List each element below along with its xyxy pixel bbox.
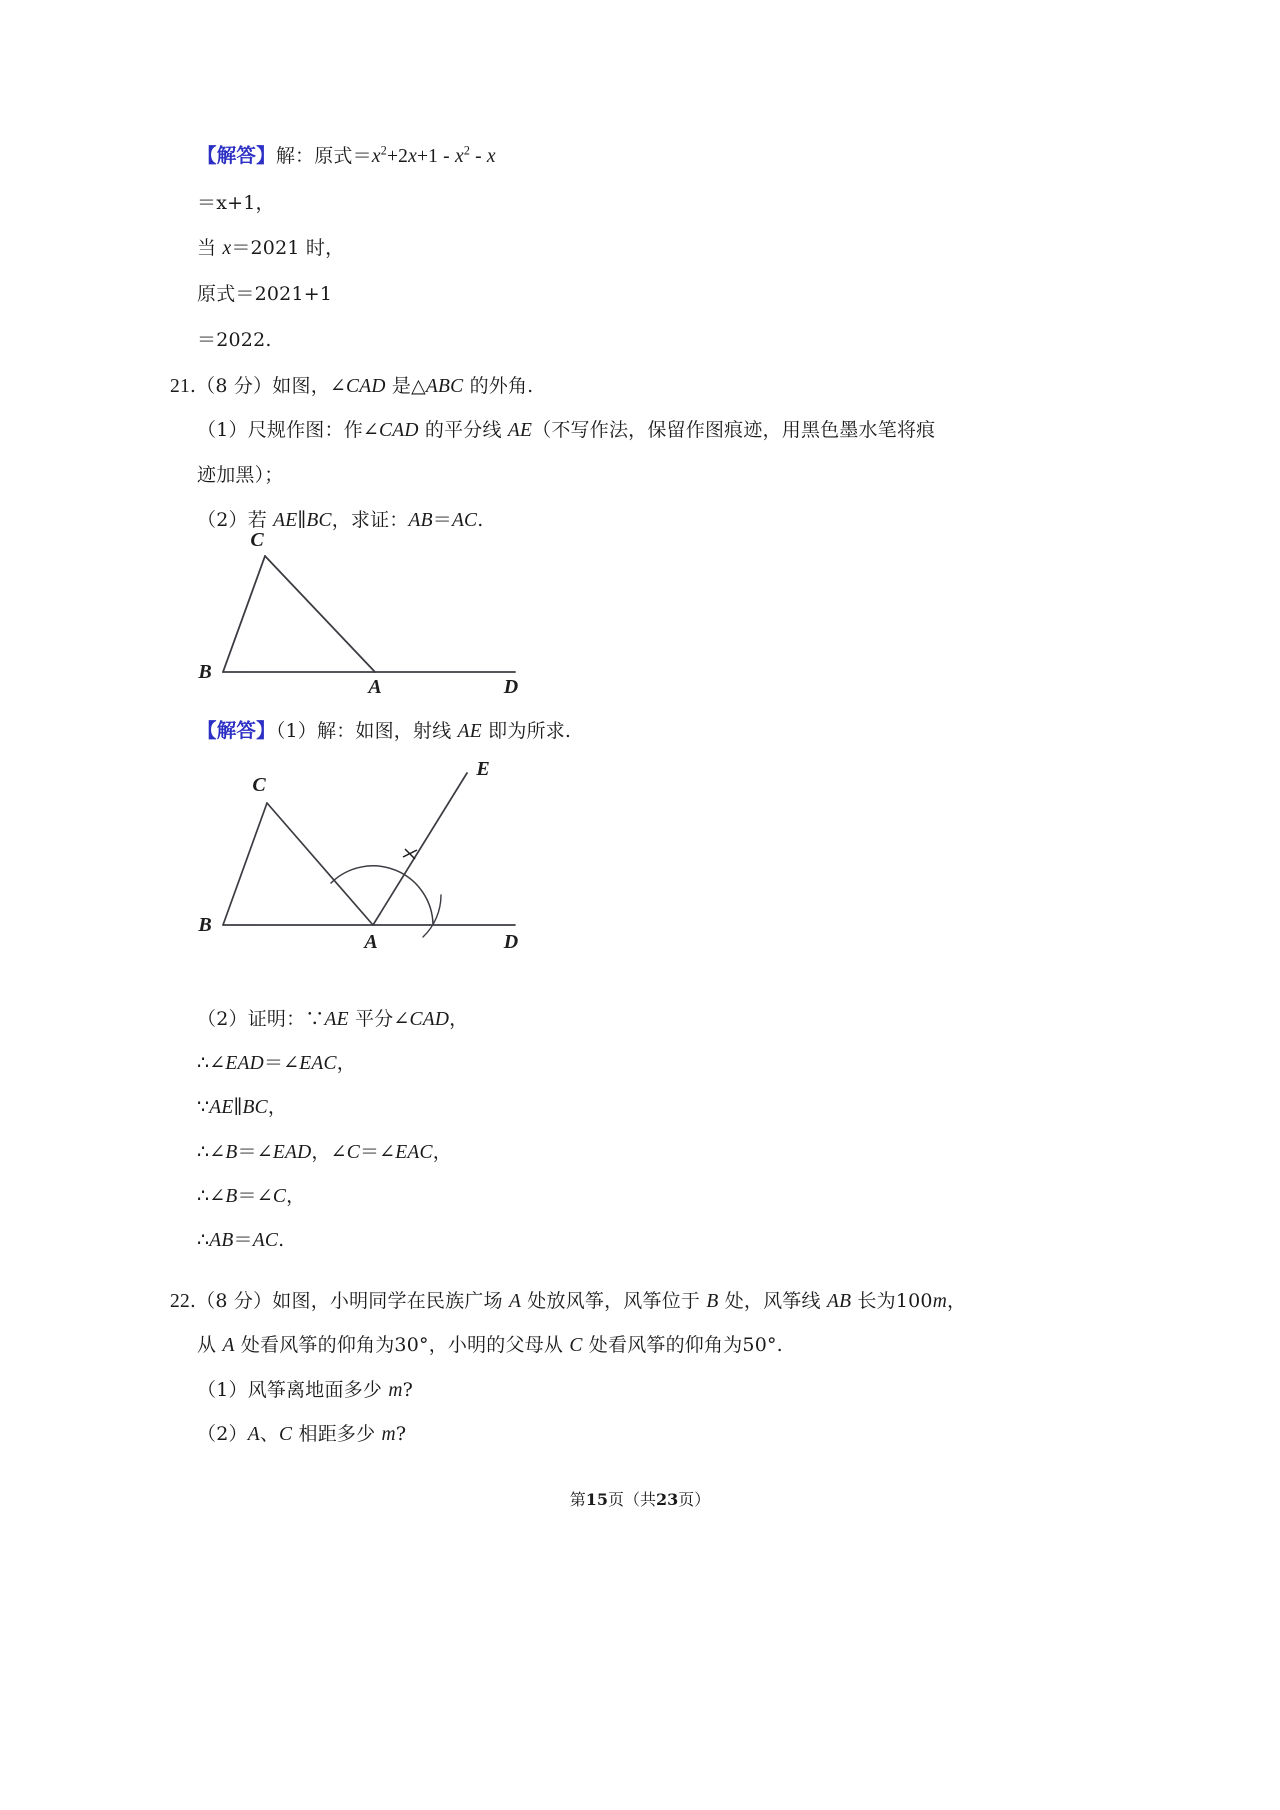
- solution20-line3-suffix: ＝2021 时，: [231, 237, 345, 259]
- parallel-symbol: ∥: [297, 509, 307, 531]
- segment-ab: AB: [826, 1291, 852, 1312]
- problem21-stem-a: 如图，∠: [272, 375, 347, 397]
- proof-l4-g: ，: [432, 1141, 452, 1163]
- var-x: x: [222, 238, 232, 259]
- angle-b: B: [225, 1142, 238, 1163]
- footer-prefix: 第: [569, 1490, 586, 1509]
- angle-ead: EAD: [272, 1142, 312, 1163]
- segment-ab: AB: [408, 510, 433, 531]
- problem21-sub1-line2: [197, 462, 284, 489]
- solution20-line3: [197, 235, 344, 262]
- angle-cad: CAD: [379, 420, 419, 441]
- angle-ead: EAD: [225, 1053, 264, 1074]
- point-c: C: [569, 1335, 583, 1356]
- proof-l5-a: ∴∠: [197, 1185, 226, 1207]
- angle-c: C: [272, 1186, 287, 1207]
- problem21-points: （8 分）: [196, 375, 273, 397]
- solution20-line2: [197, 190, 275, 217]
- var-x: x: [408, 146, 417, 167]
- proof-l4-a: ∴∠: [197, 1141, 226, 1163]
- var-x: x: [454, 146, 464, 167]
- proof-l3-a: ∵: [197, 1096, 210, 1118]
- problem22-stem-line2: [197, 1332, 783, 1359]
- stem-l2-a: 从: [197, 1334, 223, 1356]
- proof-line-6: [197, 1227, 284, 1254]
- segment-ac: AC: [451, 510, 478, 531]
- problem22-number: 22: [170, 1291, 190, 1312]
- footer-total-pages: 23: [656, 1490, 679, 1509]
- segment-bc: BC: [306, 510, 332, 531]
- sub1-prefix: （1）尺规作图：作∠: [197, 419, 380, 441]
- sub1-mid: 的平分线: [418, 419, 508, 441]
- footer-mid: 页（共: [607, 1490, 656, 1509]
- stem-l1-a: 如图，小明同学在民族广场: [272, 1290, 509, 1312]
- sub2-c: 相距多少: [292, 1423, 382, 1445]
- problem21-stem-b: 是△: [385, 375, 426, 397]
- problem21-stem: 21.（8 分）如图，∠CAD 是△ABC 的外角.: [170, 375, 534, 397]
- figure2-label-e: E: [476, 758, 490, 780]
- equals: ＝: [432, 509, 452, 531]
- solution20-line5: [197, 327, 272, 354]
- unit-m: m: [932, 1291, 947, 1312]
- footer-suffix: 页）: [678, 1490, 711, 1509]
- segment-ae: AE: [209, 1097, 234, 1118]
- proof-line-5: [197, 1183, 305, 1210]
- var-x: x: [371, 146, 381, 167]
- side-ca: [265, 556, 375, 672]
- term: +2: [386, 146, 409, 167]
- proof-line-3: [197, 1094, 287, 1121]
- term: -: [470, 146, 487, 167]
- figure2-label-b: B: [198, 914, 212, 936]
- stem-l2-b: 处看风筝的仰角为30°，小明的父母从: [234, 1334, 570, 1356]
- proof-l6-a: ∴: [197, 1229, 210, 1251]
- solution20-line1: [197, 143, 496, 170]
- proof-l2-b: ，: [336, 1052, 356, 1074]
- stem-l1-c: 处，风筝线: [718, 1290, 827, 1312]
- figure2-label-a: A: [364, 931, 378, 953]
- exponent: 2: [463, 143, 471, 158]
- sub2-tail: .: [477, 509, 484, 531]
- segment-ae: AE: [273, 510, 298, 531]
- answer21-part1-prefix: （1）解：如图，射线: [275, 720, 458, 742]
- side-ca: [267, 803, 373, 925]
- equals: ＝∠: [237, 1141, 273, 1163]
- proof-l4-d: ，∠: [311, 1141, 347, 1163]
- answer-tag: 【解答】: [197, 719, 276, 742]
- unit-m: m: [388, 1380, 403, 1401]
- proof-l2-a: ∴∠: [197, 1052, 226, 1074]
- solution20-line4-text: 原式＝2021+1: [197, 283, 333, 305]
- parallel-symbol: ∥: [233, 1096, 243, 1118]
- answer21-part1-suffix: 即为所求.: [481, 720, 572, 742]
- point-a: A: [247, 1424, 260, 1445]
- angle-b: B: [225, 1186, 238, 1207]
- angle-c: C: [346, 1142, 360, 1163]
- problem21-number: 21: [170, 376, 190, 397]
- sub1-line2-text: 迹加黑）；: [197, 464, 284, 486]
- angle-cad: CAD: [346, 376, 386, 397]
- var-x: x: [486, 146, 496, 167]
- figure1-label-d: D: [503, 676, 519, 698]
- stem-l1-e: ，: [947, 1290, 967, 1312]
- proof-line-4: [197, 1139, 452, 1166]
- angle-eac: EAC: [395, 1142, 433, 1163]
- problem22-stem-line1: 22.（8 分）如图，小明同学在民族广场 A 处放风筝，风筝位于 B 处，风筝线 AB 长为100m，: [170, 1290, 967, 1312]
- solution20-line2-text: ＝x+1，: [197, 192, 275, 214]
- side-bc: [223, 803, 267, 925]
- equals: ＝: [233, 1229, 253, 1251]
- figure1-label-b: B: [198, 661, 212, 683]
- segment-ae: AE: [507, 420, 533, 441]
- proof-l5-e: ，: [286, 1185, 306, 1207]
- unit-m: m: [381, 1424, 396, 1445]
- segment-ab: AB: [209, 1230, 234, 1251]
- segment-ac: AC: [252, 1230, 279, 1251]
- sub1-b: ?: [402, 1379, 414, 1401]
- equals: ＝∠: [359, 1141, 396, 1163]
- problem22-sub2: [197, 1421, 406, 1448]
- sub1-a: （1）风筝离地面多少: [197, 1379, 389, 1401]
- ray-ae: AE: [324, 1009, 349, 1030]
- problem21-stem-c: 的外角.: [463, 375, 534, 397]
- solution20-line1-text: 解：原式＝: [275, 145, 372, 167]
- point-b: B: [706, 1291, 719, 1312]
- proof-l1-b: 平分∠: [348, 1008, 410, 1030]
- stem-l1-b: 处放风筝，风筝位于: [521, 1290, 707, 1312]
- proof-l6-b: .: [278, 1229, 285, 1251]
- figure2-label-d: D: [503, 931, 519, 953]
- problem21-sub1-line1: [197, 417, 935, 444]
- figure-triangle-abc: [195, 529, 555, 698]
- sub2-b: 、: [259, 1423, 280, 1445]
- proof-line-1: [197, 1006, 468, 1033]
- solution20-line5-text: ＝2022.: [197, 329, 272, 351]
- equals: ＝∠: [263, 1052, 300, 1074]
- proof-line-2: [197, 1050, 356, 1077]
- page-footer: [0, 1487, 1280, 1510]
- point-a: A: [222, 1335, 235, 1356]
- side-bc: [223, 556, 265, 672]
- equals: ＝∠: [237, 1185, 273, 1207]
- figure2-label-c: C: [252, 774, 266, 796]
- stem-l1-d: 长为100: [851, 1290, 933, 1312]
- point-a: A: [508, 1291, 522, 1312]
- term: +1 -: [416, 146, 455, 167]
- sub2-a: （2）: [197, 1423, 248, 1445]
- proof-l1-c: ，: [449, 1008, 469, 1030]
- sub2-prefix: （2）若: [197, 509, 274, 531]
- exponent: 2: [380, 143, 387, 158]
- answer-tag: 【解答】: [197, 144, 276, 167]
- sub2-d: ?: [395, 1423, 407, 1445]
- angle-cad: CAD: [409, 1009, 450, 1030]
- solution20-line4: [197, 281, 332, 308]
- sub1-tail: （不写作法，保留作图痕迹，用黑色墨水笔将痕: [532, 419, 936, 441]
- point-c: C: [279, 1424, 293, 1445]
- proof-l3-b: ，: [267, 1096, 288, 1118]
- stem-l2-c: 处看风筝的仰角为50°.: [582, 1334, 783, 1356]
- solution20-line3-prefix: 当: [197, 237, 223, 259]
- segment-bc: BC: [242, 1097, 268, 1118]
- sub2-mid: ，求证：: [331, 509, 409, 531]
- angle-eac: EAC: [299, 1053, 337, 1074]
- triangle-abc: ABC: [425, 376, 464, 397]
- footer-page-number: 15: [585, 1490, 608, 1509]
- ray-ae: [373, 773, 467, 925]
- proof-l1-a: （2）证明：∵: [197, 1008, 325, 1030]
- figure1-label-c: C: [250, 529, 264, 551]
- ray-ae: AE: [457, 721, 482, 742]
- figure-triangle-abc-bisector: [195, 755, 575, 955]
- answer21-part1: [197, 718, 571, 745]
- problem22-sub1: [197, 1377, 413, 1404]
- problem22-points: （8 分）: [196, 1290, 273, 1312]
- figure1-label-a: A: [368, 676, 382, 698]
